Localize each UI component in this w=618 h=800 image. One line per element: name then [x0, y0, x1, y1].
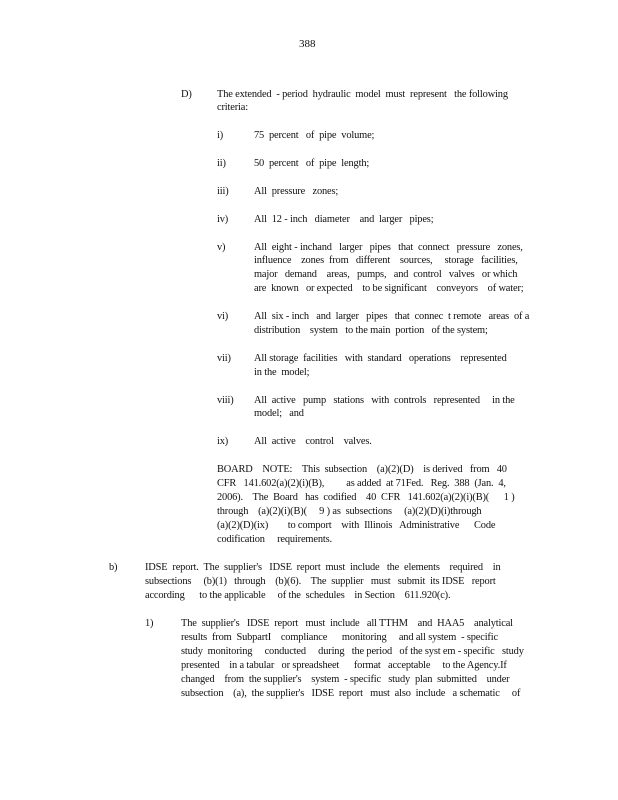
item-b-text-line: according to the applicable of the schedules in Section 611.920(c).	[145, 590, 451, 601]
item-b1-text-line: study monitoring conducted during the period of the syst em - specific study	[181, 646, 524, 657]
criteria-text-line: model; and	[254, 408, 304, 419]
board-note-line: CFR 141.602(a)(2)(i)(B), as added at 71Fed. Reg. 388 (Jan. 4,	[217, 478, 506, 489]
board-note-line: 2006). The Board has codified 40 CFR 141.602(a)(2)(i)(B)( 1 )	[217, 492, 515, 503]
criteria-label: iv)	[217, 214, 229, 225]
item-d-text-line: criteria:	[217, 102, 248, 113]
criteria-text-line: All active pump stations with controls represented in the	[254, 395, 515, 406]
board-note-line: BOARD NOTE: This subsection (a)(2)(D) is derived from 40	[217, 464, 507, 475]
item-b1-text-line: presented in a tabular or spreadsheet format acceptable to the Agency.If	[181, 660, 507, 671]
criteria-text-line: major demand areas, pumps, and control valves or which	[254, 269, 518, 280]
criteria-text-line: 75 percent of pipe volume;	[254, 130, 375, 141]
item-b1-text-line: subsection (a), the supplier's IDSE report must also include a schematic of	[181, 688, 521, 699]
item-b-text-line: subsections (b)(1) through (b)(6). The supplier must submit its IDSE report	[145, 576, 496, 587]
item-b-text-line: IDSE report. The supplier's IDSE report must include the elements required in	[145, 562, 501, 573]
item-b1-text-line: changed from the supplier's system - specific study plan submitted under	[181, 674, 510, 685]
criteria-text-line: All six - inch and larger pipes that connec t remote areas of a	[254, 311, 530, 322]
criteria-label: i)	[217, 130, 224, 141]
page-number: 388	[299, 38, 316, 50]
criteria-text-line: All active control valves.	[254, 436, 372, 447]
board-note-line: codification requirements.	[217, 534, 332, 545]
criteria-text-line: are known or expected to be significant conveyors of water;	[254, 283, 524, 294]
criteria-text-line: distribution system to the main portion of the system;	[254, 325, 488, 336]
criteria-label: ix)	[217, 436, 229, 447]
criteria-text-line: 50 percent of pipe length;	[254, 158, 370, 169]
criteria-label: v)	[217, 242, 226, 253]
criteria-label: iii)	[217, 186, 229, 197]
item-b-label: b)	[109, 562, 118, 573]
criteria-label: ii)	[217, 158, 226, 169]
criteria-text-line: All pressure zones;	[254, 186, 339, 197]
criteria-text-line: All storage facilities with standard operations represented	[254, 353, 507, 364]
criteria-text-line: All eight - inchand larger pipes that connect pressure zones,	[254, 242, 523, 253]
criteria-label: vi)	[217, 311, 229, 322]
criteria-text-line: All 12 - inch diameter and larger pipes;	[254, 214, 434, 225]
board-note-line: through (a)(2)(i)(B)( 9 ) as subsections (a)(2)(D)(i)through	[217, 506, 482, 517]
item-d-label: D)	[181, 89, 192, 100]
item-b1-text-line: results from SubpartI compliance monitoring and all system - specific	[181, 632, 498, 643]
criteria-label: viii)	[217, 395, 234, 406]
item-b1-label: 1)	[145, 618, 154, 629]
item-d-text-line: The extended - period hydraulic model must represent the following	[217, 89, 508, 100]
criteria-text-line: influence zones from different sources, storage facilities,	[254, 255, 518, 266]
criteria-text-line: in the model;	[254, 367, 310, 378]
board-note-line: (a)(2)(D)(ix) to comport with Illinois Administrative Code	[217, 520, 496, 531]
item-b1-text-line: The supplier's IDSE report must include all TTHM and HAA5 analytical	[181, 618, 513, 629]
criteria-label: vii)	[217, 353, 231, 364]
